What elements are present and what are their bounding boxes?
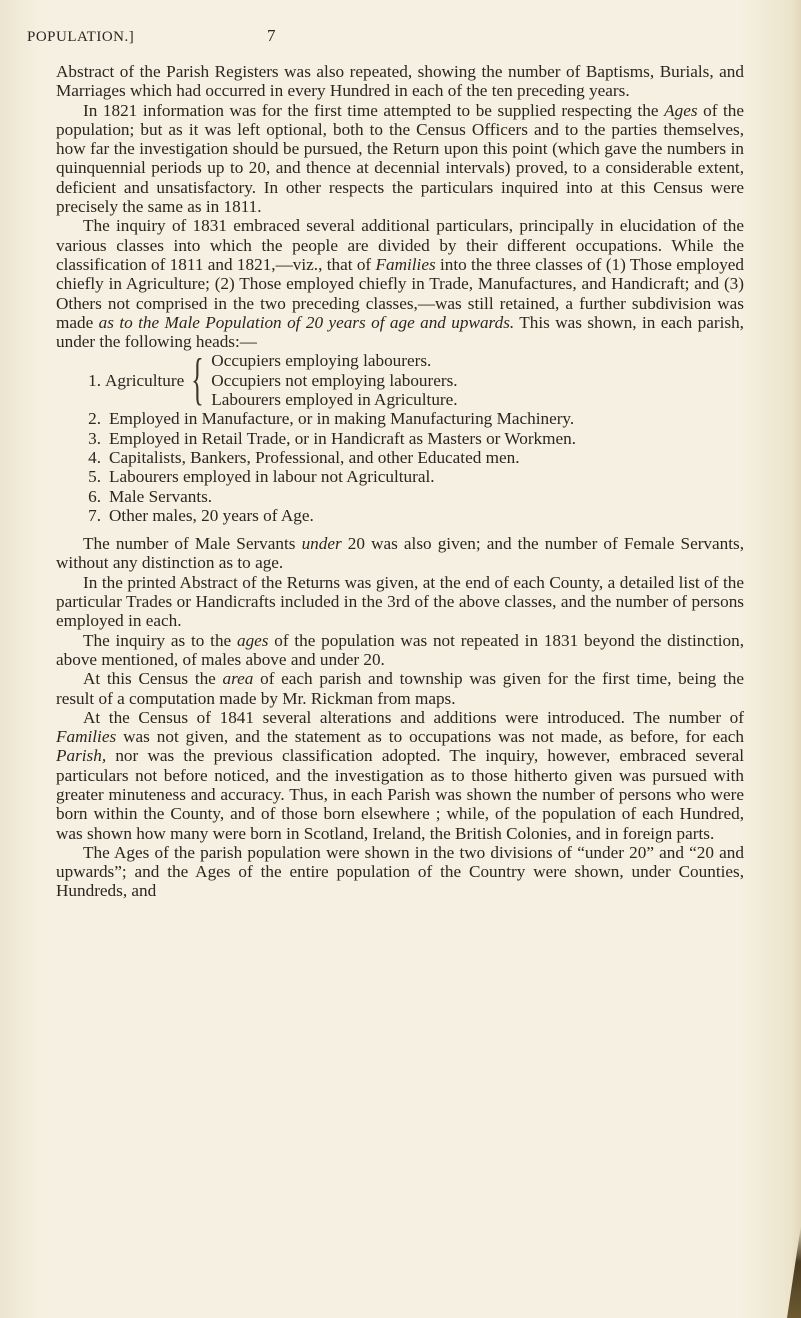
occupation-class <box>76 506 744 525</box>
paragraph-7-text-b: of each parish and township was given for the first time, being the result of a computation made by Mr. Rickman from maps. <box>56 669 744 708</box>
paragraph-2-text-b: of the population; but as it was left optional, both to the Census Officers and to the parties themselves, how far the investigation should be pursued, the Return upon this point (which gave the numbers in quinquennial periods up to 20, and thence at decennial intervals) proved, to a considerable extent, deficient and unsatisfactory. In other respects the particulars inquired into at this Census were precisely the same as in 1811. <box>56 100 744 217</box>
paragraph-3-emphasis-2: as to the Male Population of 20 years of age and upwards. <box>98 312 515 332</box>
page-edge-shadow <box>787 1225 801 1318</box>
class-text: Male Servants. <box>109 486 213 506</box>
running-head: POPULATION.] <box>27 29 135 45</box>
class-number: 4. <box>88 447 101 467</box>
paragraph-3-text-c: This was shown, in each parish, under the following heads:— <box>56 312 744 352</box>
paragraph-3 <box>56 216 744 351</box>
paragraph-3-text-a: The inquiry of 1831 embraced several additional particulars, principally in elucidation of the various classes into which the people are divided by their different occupations. While the classification of 1811 and 1821,—viz., that of <box>56 216 744 274</box>
paragraph-1: Abstract of the Parish Registers was also repeated, showing the number of Baptisms, Burials, and Marriages which had occurred in every Hundred in each of the ten preceding years. <box>56 62 744 101</box>
class-number: 1. <box>88 370 101 390</box>
paragraph-6-text-b: of the population was not repeated in 1831 beyond the distinction, above mentioned, of males above and under 20. <box>56 630 744 669</box>
paragraph-7-text-a: At this Census the <box>83 669 223 689</box>
occupation-class <box>76 448 744 467</box>
paragraph-4-emphasis: under <box>301 534 342 554</box>
paragraph-2-text-a: In 1821 information was for the first time attempted to be supplied respecting the <box>83 100 665 120</box>
paragraph-3-text-b: into the three classes of (1) Those employed chiefly in Agriculture; (2) Those employed chiefly in Trade, Manufactures, and Handicraft; and (3) Others not comprised in the two preceding classes,—was still retained, a further subdivision was made <box>56 254 745 332</box>
occupation-class <box>76 467 744 486</box>
class-text: Employed in Manufacture, or in making Manufacturing Machinery. <box>109 409 575 429</box>
class-text: Labourers employed in labour not Agricultural. <box>109 467 435 487</box>
paragraph-8-text-a: At the Census of 1841 several alterations and additions were introduced. The number of <box>83 707 744 727</box>
agriculture-label: Agriculture <box>105 370 185 390</box>
class-text: Capitalists, Bankers, Professional, and other Educated men. <box>109 447 520 467</box>
class-number: 3. <box>88 428 101 448</box>
paragraph-3-emphasis-1: Families <box>375 254 436 274</box>
paragraph-6 <box>56 631 744 670</box>
agriculture-subclass: Occupiers not employing labourers. <box>211 370 458 390</box>
class-number: 7. <box>88 505 101 525</box>
paragraph-5: In the printed Abstract of the Returns was given, at the end of each County, a detailed list of the particular Trades or Handicrafts included in the 3rd of the above classes, and the number of persons employed in each. <box>56 572 744 631</box>
class-number: 5. <box>88 467 101 487</box>
class-number: 2. <box>88 409 101 429</box>
class-text: Employed in Retail Trade, or in Handicraft as Masters or Workmen. <box>109 428 577 448</box>
class-text: Other males, 20 years of Age. <box>109 505 314 525</box>
agriculture-subclasses <box>211 351 457 409</box>
occupation-classes-list <box>76 347 744 525</box>
paragraph-8-text-b: was not given, and the statement as to occupations was not made, as before, for each <box>116 727 744 747</box>
paragraph-4 <box>56 534 744 573</box>
paragraph-7-emphasis: area <box>222 669 254 689</box>
page-header <box>27 26 727 51</box>
occupation-class <box>76 429 744 448</box>
occupation-class <box>76 487 744 506</box>
paragraph-6-text-a: The inquiry as to the <box>83 630 237 650</box>
agriculture-subclass: Occupiers employing labourers. <box>211 351 432 371</box>
paragraph-8 <box>56 708 744 843</box>
paragraph-4-text-a: The number of Male Servants <box>83 534 302 554</box>
class-number: 6. <box>88 486 101 506</box>
paragraph-4-text-b: 20 was also given; and the number of Female Servants, without any distinction as to age. <box>56 534 744 573</box>
paragraph-2 <box>56 101 744 217</box>
paragraph-8-text-c: nor was the previous classification adopted. The inquiry, however, embraced several particulars not before noticed, and the investigation as to those hitherto given was pursued with greater minuteness and accuracy. Thus, in each Parish was shown the number of persons who were born within the County, and of those born elsewhere ; while, of the population of each Hundred, was shown how many were born in Scotland, Ireland, the British Colonies, and in foreign parts. <box>56 746 744 843</box>
paragraph-8-emphasis-2: Parish, <box>56 746 107 766</box>
paragraph-2-emphasis: Ages <box>664 100 698 120</box>
page-number: 7 <box>267 26 276 45</box>
paragraph-9: The Ages of the parish population were shown in the two divisions of “under 20” and “20 and upwards”; and the Ages of the entire population of the Country were shown, under Counties, Hundreds, and <box>56 842 744 901</box>
occupation-class <box>76 409 744 428</box>
paragraph-7 <box>56 669 744 708</box>
body-text <box>56 62 744 901</box>
brace-symbol: { <box>191 347 205 412</box>
agriculture-subclass: Labourers employed in Agriculture. <box>211 390 458 410</box>
paragraph-8-emphasis-1: Families <box>56 727 117 747</box>
paragraph-6-emphasis: ages <box>236 630 269 650</box>
agriculture-class <box>76 347 744 412</box>
